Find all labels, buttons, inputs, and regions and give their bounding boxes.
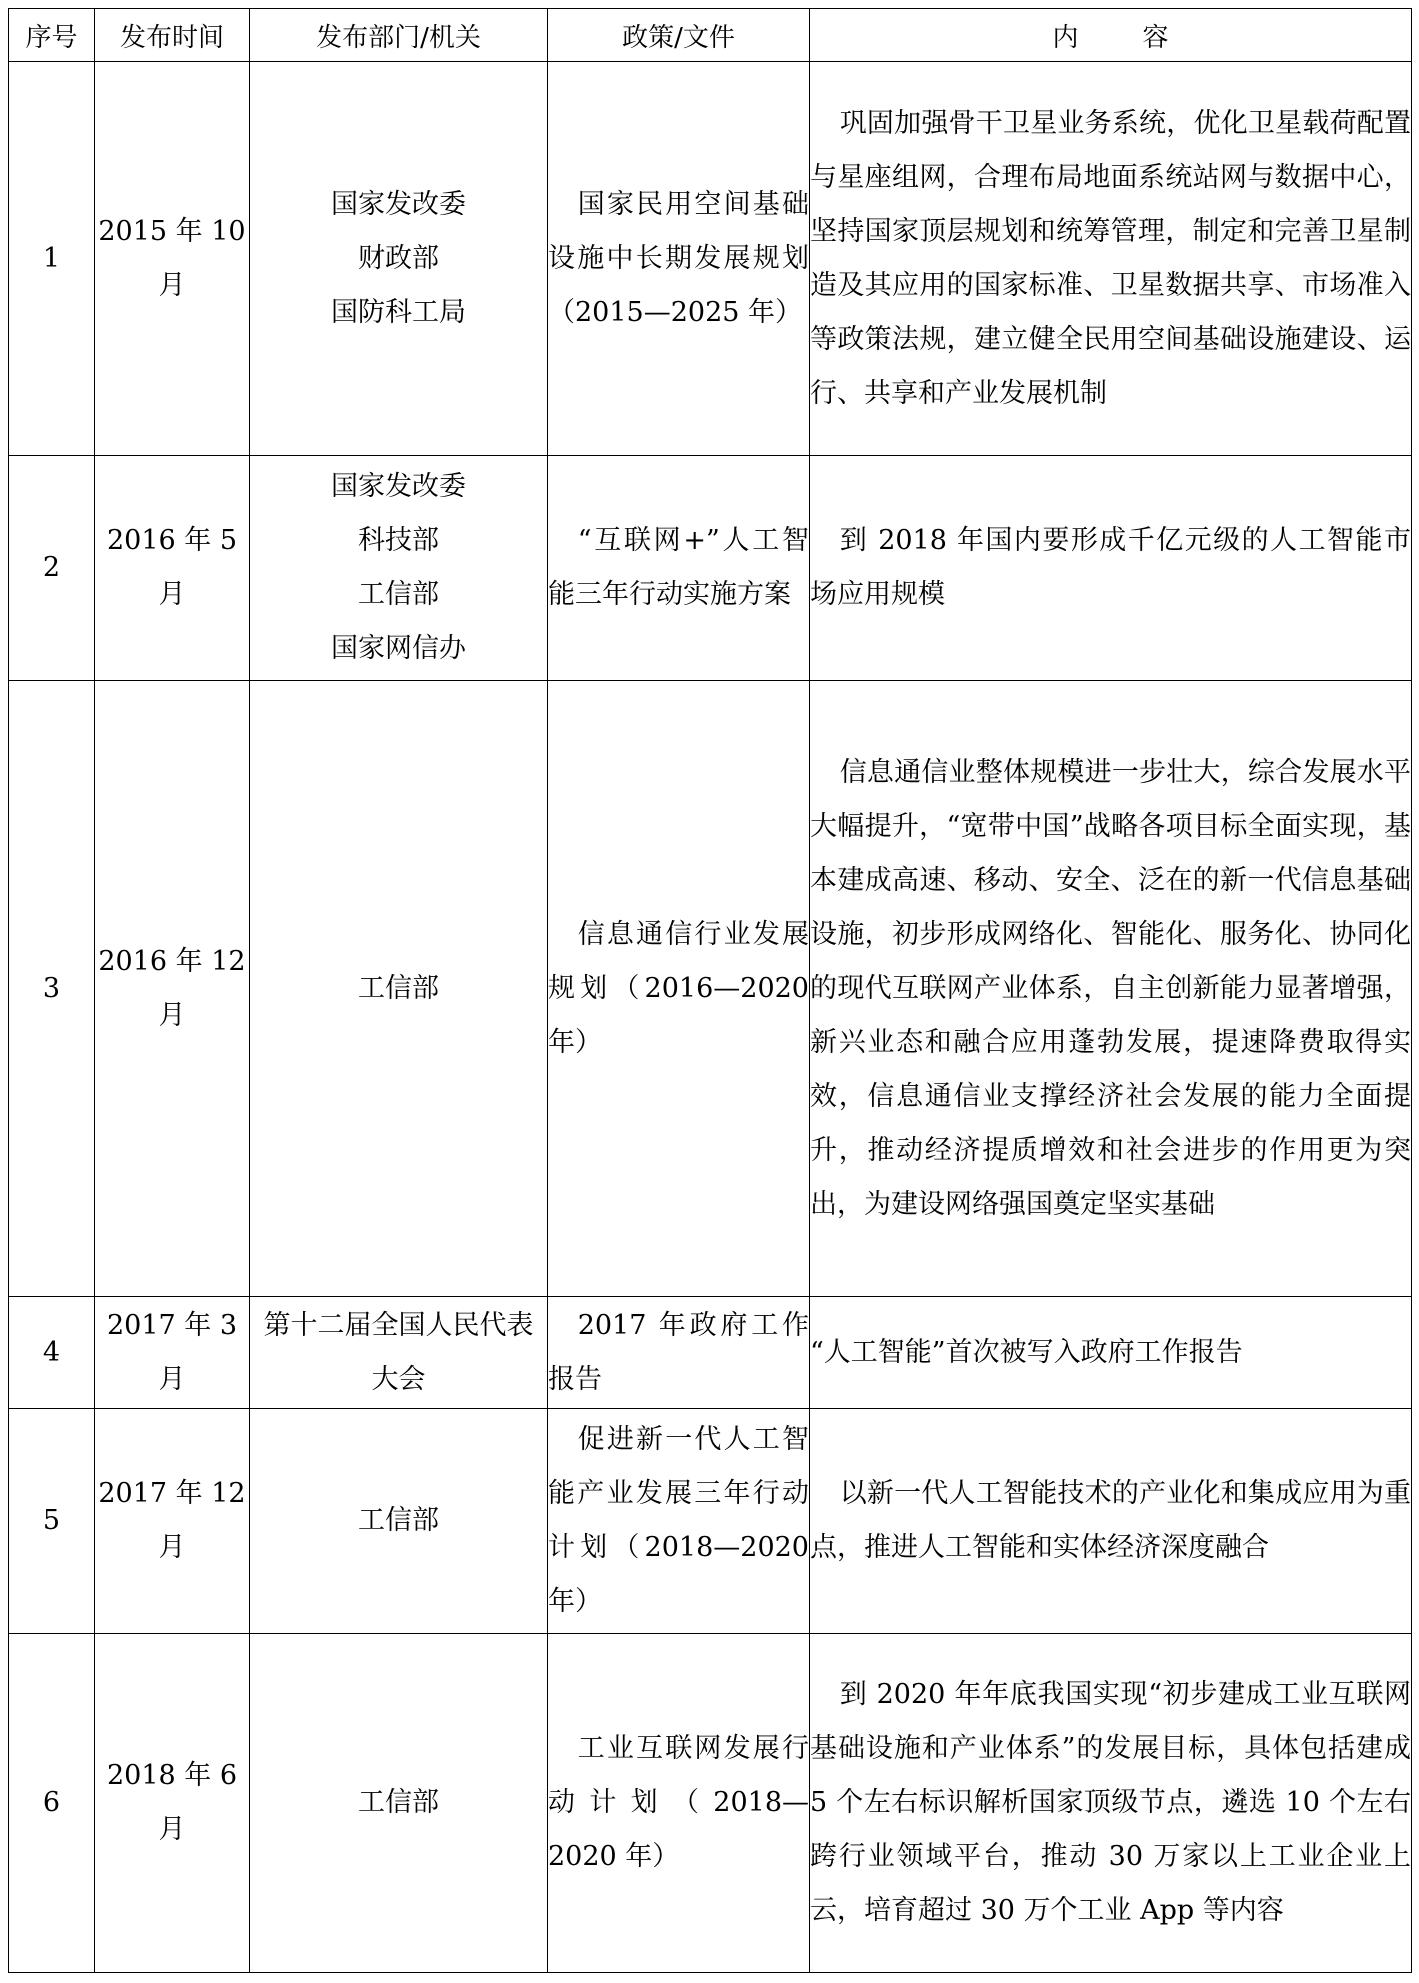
row-time: 2017 年 12 月 bbox=[95, 1409, 250, 1634]
row-seq: 4 bbox=[9, 1297, 95, 1409]
table-row bbox=[9, 681, 1412, 1297]
table-row bbox=[9, 456, 1412, 681]
row-policy bbox=[548, 1409, 810, 1634]
dept-line: 国家发改委 bbox=[331, 471, 466, 502]
row-content bbox=[810, 62, 1412, 456]
row-time: 2016 年 5 月 bbox=[95, 456, 250, 681]
dept-line: 国防科工局 bbox=[331, 296, 466, 328]
row-time: 2017 年 3 月 bbox=[95, 1297, 250, 1409]
row-time: 2015 年 10 月 bbox=[95, 62, 250, 456]
dept-line: 国家网信办 bbox=[331, 633, 466, 664]
dept-line: 财政部 bbox=[358, 242, 439, 274]
row-dept bbox=[250, 681, 548, 1297]
row-content bbox=[810, 456, 1412, 681]
dept-line: 工信部 bbox=[358, 1505, 439, 1536]
content-text: 巩固加强骨干卫星业务系统，优化卫星载荷配置与星座组网，合理布局地面系统站网与数据中心，坚持国家顶层规划和统筹管理，制定和完善卫星制造及其应用的国家标准、卫星数据共享、市场准入等政策法规，建立健全民用空间基础设施建设、运行、共享和产业发展机制 bbox=[810, 107, 1411, 409]
row-seq: 2 bbox=[9, 456, 95, 681]
content-text: “人工智能”首次被写入政府工作报告 bbox=[810, 1336, 1243, 1368]
row-content bbox=[810, 1634, 1412, 1973]
content-text: 到 2018 年国内要形成千亿元级的人工智能市场应用规模 bbox=[810, 525, 1411, 610]
dept-line: 第十二届全国人民代表大会 bbox=[263, 1309, 534, 1395]
row-dept bbox=[250, 456, 548, 681]
table-row bbox=[9, 1634, 1412, 1973]
row-time: 2016 年 12 月 bbox=[95, 681, 250, 1297]
policy-text: 促进新一代人工智能产业发展三年行动计划（2018—2020 年） bbox=[548, 1424, 809, 1617]
dept-line: 工信部 bbox=[358, 972, 439, 1004]
dept-line: 工信部 bbox=[358, 579, 439, 610]
row-dept bbox=[250, 1297, 548, 1409]
row-dept bbox=[250, 1409, 548, 1634]
header-content bbox=[810, 9, 1412, 62]
table-row bbox=[9, 1409, 1412, 1634]
row-content bbox=[810, 1297, 1412, 1409]
content-text: 以新一代人工智能技术的产业化和集成应用为重点，推进人工智能和实体经济深度融合 bbox=[810, 1478, 1411, 1563]
header-policy: 政策/文件 bbox=[548, 9, 810, 62]
policy-table bbox=[8, 8, 1412, 1973]
policy-text: 信息通信行业发展规划（2016—2020 年） bbox=[548, 918, 809, 1058]
row-policy bbox=[548, 1297, 810, 1409]
row-seq: 3 bbox=[9, 681, 95, 1297]
dept-line: 国家发改委 bbox=[331, 188, 466, 220]
policy-text: 国家民用空间基础设施中长期发展规划（2015—2025 年） bbox=[548, 188, 809, 328]
policy-text: “互联网+”人工智能三年行动实施方案 bbox=[548, 525, 809, 610]
dept-line: 科技部 bbox=[358, 525, 439, 556]
table-row bbox=[9, 62, 1412, 456]
row-policy bbox=[548, 1634, 810, 1973]
row-seq: 6 bbox=[9, 1634, 95, 1973]
row-content bbox=[810, 1409, 1412, 1634]
table-row bbox=[9, 1297, 1412, 1409]
header-row bbox=[9, 9, 1412, 62]
policy-text: 工业互联网发展行动计划（2018—2020 年） bbox=[548, 1733, 809, 1872]
row-content bbox=[810, 681, 1412, 1297]
dept-line: 工信部 bbox=[358, 1787, 439, 1818]
row-seq: 5 bbox=[9, 1409, 95, 1634]
row-time: 2018 年 6 月 bbox=[95, 1634, 250, 1973]
row-policy bbox=[548, 456, 810, 681]
policy-text: 2017 年政府工作报告 bbox=[548, 1309, 809, 1395]
header-content-label: 内容 bbox=[1052, 22, 1233, 53]
row-policy bbox=[548, 62, 810, 456]
row-dept bbox=[250, 1634, 548, 1973]
header-seq: 序号 bbox=[9, 9, 95, 62]
content-text: 信息通信业整体规模进一步壮大，综合发展水平大幅提升，“宽带中国”战略各项目标全面实现，基本建成高速、移动、安全、泛在的新一代信息基础设施，初步形成网络化、智能化、服务化、协同化的现代互联网产业体系，自主创新能力显著增强，新兴业态和融合应用蓬勃发展，提速降费取得实效，信息通信业支撑经济社会发展的能力全面提升，推动经济提质增效和社会进步的作用更为突出，为建设网络强国奠定坚实基础 bbox=[810, 756, 1411, 1220]
header-dept: 发布部门/机关 bbox=[250, 9, 548, 62]
header-time: 发布时间 bbox=[95, 9, 250, 62]
content-text: 到 2020 年年底我国实现“初步建成工业互联网基础设施和产业体系”的发展目标，具体包括建成 5 个左右标识解析国家顶级节点，遴选 10 个左右跨行业领域平台，推动 30 万家以上工业企业上云，培育超过 30 万个工业 App 等内容 bbox=[810, 1679, 1411, 1926]
row-seq: 1 bbox=[9, 62, 95, 456]
row-policy bbox=[548, 681, 810, 1297]
row-dept bbox=[250, 62, 548, 456]
